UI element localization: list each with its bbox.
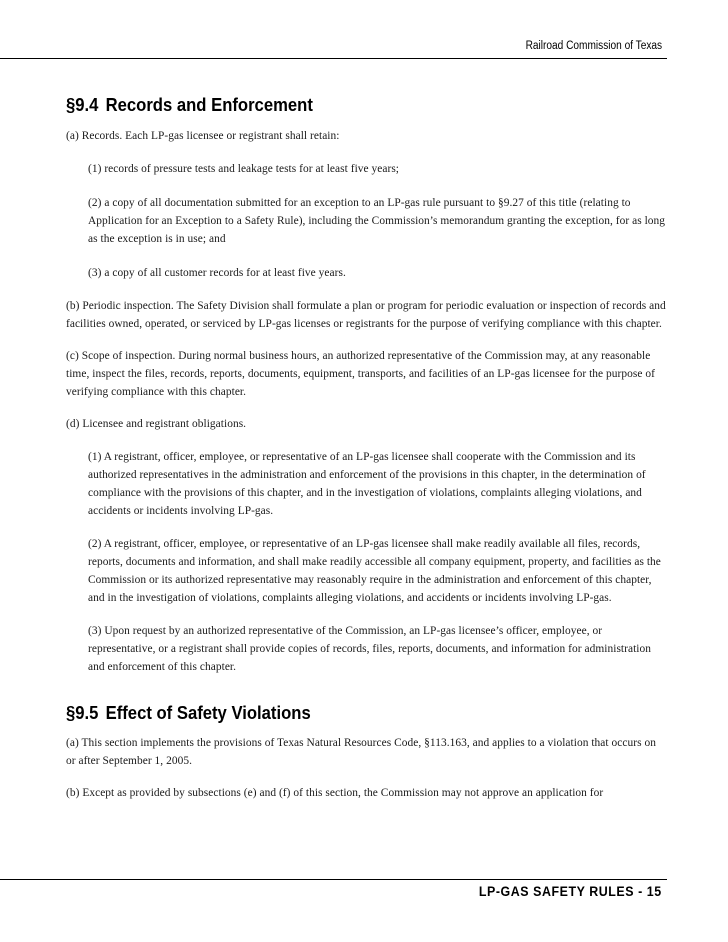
page-body xyxy=(66,94,666,802)
paragraph-a1: (1) records of pressure tests and leakage tests for at least five years; xyxy=(88,163,400,175)
paragraph-d3: (3) Upon request by an authorized representative of the Commission, an LP-gas licensee’s officer, employee, or representative, or a registrant shall provide copies of records, files, reports, documents, and information for administration and enforcement of this chapter. xyxy=(88,625,652,673)
paragraph-d2: (2) A registrant, officer, employee, or representative of an LP-gas licensee shall make readily available all files, records, reports, documents and information, and shall make readily accessible all company equipment, property, and facilities as the Commission or its authorized representative may reasonably require in the administration and enforcement of this chapter, and in the investigation of violations, complaints alleging violations, and accidents or incidents involving LP-gas. xyxy=(88,538,661,604)
paragraph-c-scope-of-inspection: (c) Scope of inspection. During normal business hours, an authorized representative of the Commission may, at any reasonable time, inspect the files, records, reports, documents, equipment, transports, and facilities of an LP-gas licensee for the purpose of verifying compliance with this chapter. xyxy=(66,350,655,398)
section-heading-9-4 xyxy=(66,94,606,116)
footer-divider xyxy=(0,879,667,880)
paragraph-9-5-b: (b) Except as provided by subsections (e) and (f) of this section, the Commission may not approve an application for xyxy=(66,787,604,799)
paragraph-b-periodic-inspection: (b) Periodic inspection. The Safety Division shall formulate a plan or program for periodic evaluation or inspection of records and facilities owned, operated, or serviced by LP-gas licenses or registrants for the purpose of verifying compliance with this chapter. xyxy=(66,300,666,330)
section-title: Effect of Safety Violations xyxy=(105,702,311,723)
running-footer: LP-GAS SAFETY RULES - 15 xyxy=(479,884,662,899)
section-title: Records and Enforcement xyxy=(105,94,313,115)
section-number: §9.4 xyxy=(66,94,99,115)
section-heading-9-5 xyxy=(66,702,606,724)
paragraph-d1: (1) A registrant, officer, employee, or representative of an LP-gas licensee shall cooperate with the Commission and its authorized representatives in the administration and enforcement of the provisions in this chapter, in the determination of compliance with the provisions of this chapter, and in the investigation of violations, complaints alleging violations, and accidents or incidents involving LP-gas. xyxy=(88,451,646,517)
section-number: §9.5 xyxy=(66,702,99,723)
paragraph-d-obligations: (d) Licensee and registrant obligations. xyxy=(66,418,247,430)
paragraph-a-records: (a) Records. Each LP-gas licensee or registrant shall retain: xyxy=(66,130,340,142)
paragraph-a2: (2) a copy of all documentation submitted for an exception to an LP-gas rule pursuant to §9.27 of this title (relating to Application for an Exception to a Safety Rule), including the Commission’s memorandum granting the exception, for as long as the exception is in use; and xyxy=(88,197,666,245)
paragraph-9-5-a: (a) This section implements the provisions of Texas Natural Resources Code, §113.163, and applies to a violation that occurs on or after September 1, 2005. xyxy=(66,737,656,767)
paragraph-a3: (3) a copy of all customer records for at least five years. xyxy=(88,267,346,279)
running-header: Railroad Commission of Texas xyxy=(525,40,662,52)
header-divider xyxy=(0,58,667,59)
